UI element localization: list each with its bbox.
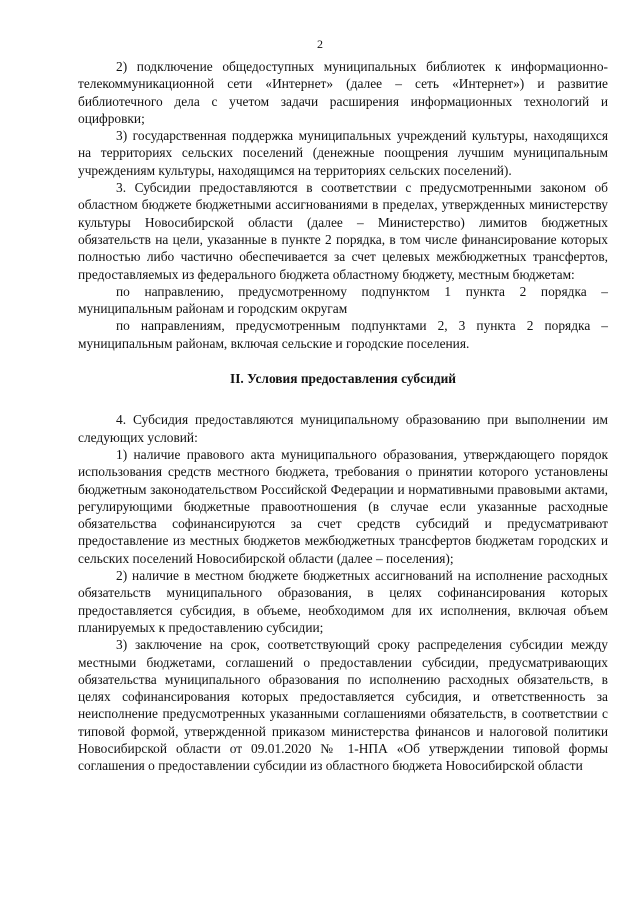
paragraph-condition-2: 2) наличие в местном бюджете бюджетных ассигнований на исполнение расходных обязательств муниципального образования, в целях софинансирования которых предоставляется субсидия, в объеме, необходимом для их исполнения, включая объем планируемых к предоставлению субсидии; [78, 568, 608, 635]
paragraph-condition-3: 3) заключение на срок, соответствующий сроку распределения субсидии между местными бюджетами, соглашений о предоставлении субсидии, предусматривающих обязательства муниципального образования по исполнению расходных обязательств, в целях софинансирования которых предоставляется субсидия, и ответственность за неисполнение предусмотренных указанными соглашениями обязательств, в соответствии с типовой формой, утвержденной приказом министерства финансов и налоговой политики Новосибирской области от 09.01.2020 № 1-НПА «Об утверждении типовой формы соглашения о предоставлении субсидии из областного бюджета Новосибирской области [78, 637, 608, 774]
paragraph-item-3-state-support: 3) государственная поддержка муниципальных учреждений культуры, находящихся на территориях сельских поселений (денежные поощрения лучшим муниципальным учреждениям культуры, находящимся на территориях сельских поселений). [78, 128, 608, 178]
paragraph-item-2-libraries: 2) подключение общедоступных муниципальных библиотек к информационно-телекоммуникационной сети «Интернет» (далее – сеть «Интернет») и развитие библиотечного дела с учетом задачи расширения информационных технологий и оцифровки; [78, 59, 608, 126]
paragraph-clause-3-subsidies: 3. Субсидии предоставляются в соответствии с предусмотренными законом об областном бюджете бюджетными ассигнованиями в пределах, утвержденных министерству культуры Новосибирской области (далее – Министерство) лимитов бюджетных обязательств на цели, указанные в пункте 2 порядка, в том числе финансирование которых полностью либо частично обеспечивается за счет целевых межбюджетных трансфертов, предоставляемых из федерального бюджета областному бюджету, местным бюджетам: [78, 180, 608, 282]
section-heading: II. Условия предоставления субсидий [229, 371, 456, 387]
document-body [78, 58, 608, 775]
paragraph-directions-2-3: по направлениям, предусмотренным подпунктами 2, 3 пункта 2 порядка – муниципальным районам, включая сельские и городские поселения. [78, 318, 608, 351]
paragraph-clause-4-conditions: 4. Субсидия предоставляются муниципальному образованию при выполнении им следующих условий: [78, 412, 608, 445]
paragraph-direction-1: по направлению, предусмотренному подпунктом 1 пункта 2 порядка – муниципальным районам и городским округам [78, 283, 608, 317]
page-number: 2 [317, 37, 323, 51]
paragraph-condition-1: 1) наличие правового акта муниципального образования, утверждающего порядок использования средств местного бюджета, требования о принятии которого установлены бюджетным законодательством Российской Федерации и нормативными правовыми актами, регулирующими бюджетные правоотношения (в случае если указанные расходные обязательства софинансируются за счет средств субсидий и предусматривают предоставление из местных бюджетов межбюджетных трансфертов бюджетам городских и сельских поселений Новосибирской области (далее – поселения); [78, 446, 608, 566]
